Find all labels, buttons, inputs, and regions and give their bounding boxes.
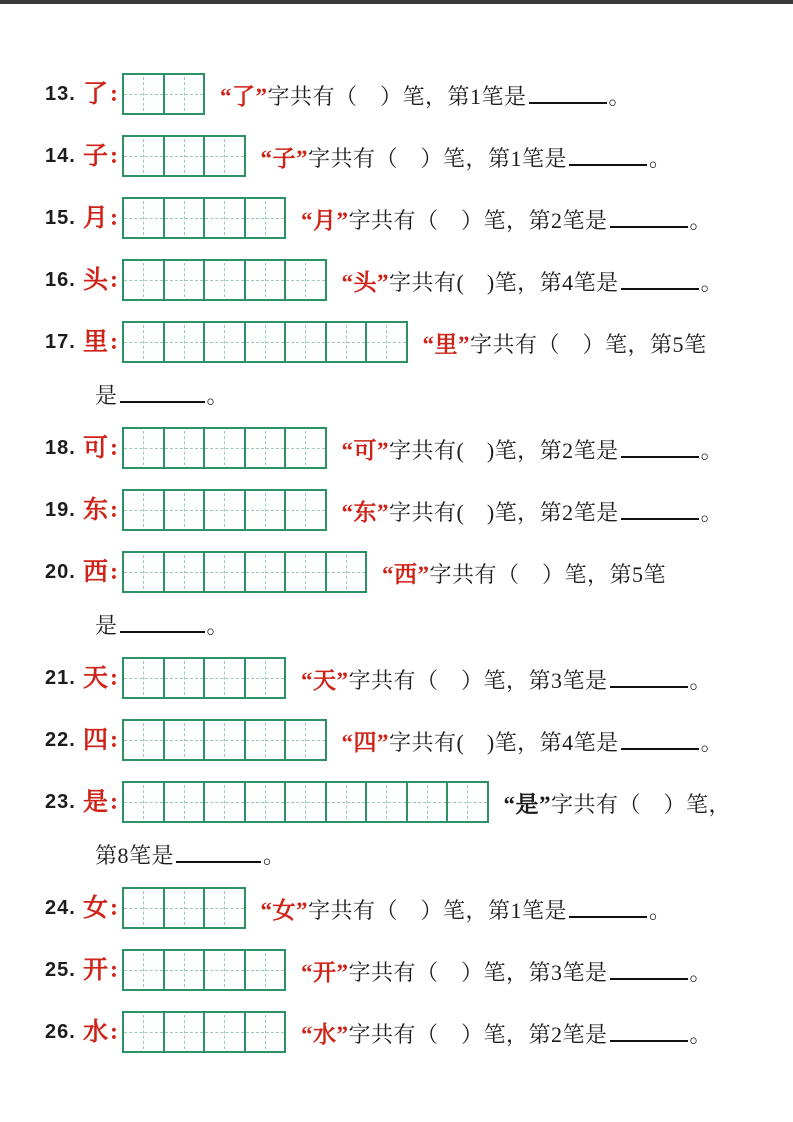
row-colon: :: [110, 895, 119, 921]
answer-blank[interactable]: [621, 726, 699, 750]
answer-blank[interactable]: [621, 496, 699, 520]
question-text: 字共有（ ）笔，第3笔是: [348, 959, 608, 985]
tianzige-cell[interactable]: [165, 659, 206, 697]
row-character: 东: [83, 496, 109, 524]
question-text: 字共有（ ）笔，第5笔: [429, 561, 667, 587]
exercise-line-1: [45, 657, 779, 699]
tianzige-cell[interactable]: [124, 553, 165, 591]
tianzige-cell[interactable]: [165, 491, 206, 529]
stroke-grid: [122, 719, 327, 761]
question-text: 字共有（ ）笔，: [551, 791, 732, 817]
exercise-line-1: [45, 259, 779, 301]
tianzige-cell[interactable]: [205, 429, 246, 467]
period: 。: [700, 437, 724, 463]
question-sentence: [301, 202, 712, 235]
quoted-character: “是”: [503, 791, 552, 817]
row-number: 23.: [45, 790, 76, 813]
tianzige-cell[interactable]: [124, 889, 165, 927]
tianzige-cell[interactable]: [165, 261, 206, 299]
question-text-continued: 是: [95, 383, 118, 408]
question-text: 字共有（ ）笔，第2笔是: [348, 207, 608, 233]
quoted-character: “可”: [341, 437, 390, 463]
question-sentence: [504, 786, 732, 819]
row-character: 头: [83, 266, 109, 294]
question-sentence: [301, 1016, 712, 1049]
period: 。: [700, 729, 724, 755]
tianzige-cell[interactable]: [124, 491, 165, 529]
answer-blank[interactable]: [610, 204, 688, 228]
row-character: 水: [83, 1018, 109, 1046]
stroke-grid: [122, 1011, 286, 1053]
period: 。: [689, 1021, 713, 1047]
tianzige-cell[interactable]: [286, 491, 325, 529]
stroke-grid: [122, 489, 327, 531]
row-number: 19.: [45, 498, 76, 521]
answer-blank[interactable]: [621, 266, 699, 290]
exercise-line-1: [45, 197, 779, 239]
tianzige-cell[interactable]: [246, 261, 287, 299]
tianzige-cell[interactable]: [124, 75, 165, 113]
period: 。: [649, 897, 672, 923]
row-character: 月: [83, 204, 109, 232]
stroke-grid: [122, 949, 286, 991]
stroke-grid: [122, 73, 205, 115]
answer-blank[interactable]: [120, 609, 205, 633]
tianzige-cell[interactable]: [205, 261, 246, 299]
question-text: 字共有（ ）笔，第1笔是: [267, 83, 527, 109]
row-number: 18.: [45, 436, 76, 459]
tianzige-cell[interactable]: [246, 491, 287, 529]
stroke-grid: [122, 259, 327, 301]
answer-blank[interactable]: [610, 664, 688, 688]
tianzige-cell[interactable]: [246, 721, 287, 759]
exercise-row-20: [45, 551, 779, 637]
tianzige-cell[interactable]: [205, 889, 244, 927]
row-number: 14.: [45, 144, 76, 167]
row-colon: :: [110, 559, 119, 585]
tianzige-cell[interactable]: [165, 889, 206, 927]
row-colon: :: [110, 81, 119, 107]
row-number: 21.: [45, 666, 76, 689]
row-character: 西: [83, 558, 109, 586]
row-character: 可: [83, 434, 109, 462]
row-number: 13.: [45, 82, 76, 105]
exercise-line-1: [45, 719, 779, 761]
tianzige-cell[interactable]: [246, 951, 285, 989]
period: 。: [689, 207, 713, 233]
quoted-character: “东”: [341, 499, 390, 525]
question-sentence: [301, 954, 712, 987]
tianzige-cell[interactable]: [205, 783, 246, 821]
exercise-row-16: [45, 259, 779, 301]
row-number: 22.: [45, 728, 76, 751]
period: 。: [649, 145, 672, 171]
answer-blank[interactable]: [529, 80, 607, 104]
tianzige-cell[interactable]: [205, 1013, 246, 1051]
row-character: 四: [83, 726, 109, 754]
exercise-row-17: [45, 321, 779, 407]
tianzige-cell[interactable]: [165, 951, 206, 989]
quoted-character: “天”: [301, 667, 349, 693]
exercise-line-1: [45, 551, 779, 593]
tianzige-cell[interactable]: [124, 323, 165, 361]
exercise-line-1: [45, 427, 779, 469]
row-character: 开: [83, 956, 109, 984]
question-text-continued: 第8笔是: [95, 843, 175, 868]
row-number: 20.: [45, 560, 76, 583]
stroke-grid: [122, 657, 286, 699]
exercise-line-1: [45, 887, 779, 929]
answer-blank[interactable]: [610, 1018, 688, 1042]
tianzige-cell[interactable]: [165, 553, 206, 591]
question-sentence: [261, 140, 672, 173]
tianzige-cell[interactable]: [327, 323, 368, 361]
answer-blank[interactable]: [120, 379, 205, 403]
tianzige-cell[interactable]: [165, 137, 206, 175]
question-text: 字共有（ ）笔，第5笔: [470, 331, 707, 357]
answer-blank[interactable]: [569, 894, 647, 918]
tianzige-cell[interactable]: [124, 1013, 165, 1051]
tianzige-cell[interactable]: [246, 659, 285, 697]
period: 。: [689, 959, 713, 985]
tianzige-cell[interactable]: [286, 323, 327, 361]
quoted-character: “开”: [301, 959, 349, 985]
tianzige-cell[interactable]: [408, 783, 449, 821]
row-character: 是: [83, 788, 109, 816]
exercise-line-2: [45, 609, 779, 637]
question-sentence: [342, 264, 724, 297]
row-character: 天: [83, 664, 109, 692]
row-number: 26.: [45, 1020, 76, 1043]
row-colon: :: [110, 727, 119, 753]
period: 。: [608, 83, 632, 109]
row-number: 24.: [45, 896, 76, 919]
quoted-character: “月”: [301, 207, 349, 233]
tianzige-cell[interactable]: [124, 951, 165, 989]
tianzige-cell[interactable]: [205, 659, 246, 697]
tianzige-cell[interactable]: [246, 553, 287, 591]
stroke-grid: [122, 887, 246, 929]
exercise-line-1: [45, 73, 779, 115]
question-text: 字共有( )笔，第2笔是: [389, 437, 619, 463]
period: 。: [689, 667, 713, 693]
tianzige-cell[interactable]: [286, 783, 327, 821]
period: 。: [700, 499, 724, 525]
row-colon: :: [110, 435, 119, 461]
question-text: 字共有（ ）笔，第1笔是: [308, 145, 568, 171]
tianzige-cell[interactable]: [205, 491, 246, 529]
tianzige-cell[interactable]: [246, 783, 287, 821]
exercise-line-1: [45, 135, 779, 177]
tianzige-cell[interactable]: [124, 429, 165, 467]
row-number: 25.: [45, 958, 76, 981]
quoted-character: “女”: [260, 897, 309, 923]
stroke-grid: [122, 197, 286, 239]
question-text: 字共有( )笔，第4笔是: [389, 729, 619, 755]
quoted-character: “西”: [382, 561, 430, 587]
exercise-line-2: [45, 839, 779, 867]
row-colon: :: [110, 789, 119, 815]
tianzige-cell[interactable]: [124, 261, 165, 299]
tianzige-cell[interactable]: [286, 553, 327, 591]
tianzige-cell[interactable]: [246, 323, 287, 361]
period: 。: [263, 843, 286, 868]
row-colon: :: [110, 267, 119, 293]
tianzige-cell[interactable]: [367, 323, 406, 361]
question-text: 字共有（ ）笔，第1笔是: [308, 897, 568, 923]
question-sentence: [301, 662, 712, 695]
tianzige-cell[interactable]: [205, 137, 244, 175]
exercise-line-1: [45, 489, 779, 531]
tianzige-cell[interactable]: [165, 1013, 206, 1051]
row-colon: :: [110, 665, 119, 691]
tianzige-cell[interactable]: [124, 137, 165, 175]
stroke-grid: [122, 135, 246, 177]
exercise-row-23: [45, 781, 779, 867]
row-colon: :: [110, 143, 119, 169]
row-character: 子: [83, 142, 109, 170]
exercise-row-21: [45, 657, 779, 699]
period: 。: [206, 613, 230, 638]
tianzige-cell[interactable]: [124, 659, 165, 697]
exercise-row-15: [45, 197, 779, 239]
tianzige-cell[interactable]: [205, 951, 246, 989]
tianzige-cell[interactable]: [286, 261, 325, 299]
stroke-grid: [122, 551, 367, 593]
tianzige-cell[interactable]: [165, 783, 206, 821]
question-text: 字共有( )笔，第4笔是: [389, 269, 619, 295]
tianzige-cell[interactable]: [286, 429, 325, 467]
tianzige-cell[interactable]: [205, 199, 246, 237]
tianzige-cell[interactable]: [327, 783, 368, 821]
tianzige-cell[interactable]: [246, 429, 287, 467]
tianzige-cell[interactable]: [205, 323, 246, 361]
question-sentence: [342, 724, 724, 757]
exercise-line-1: [45, 1011, 779, 1053]
question-text: 字共有（ ）笔，第2笔是: [348, 1021, 608, 1047]
tianzige-cell[interactable]: [124, 783, 165, 821]
exercise-line-2: [45, 379, 779, 407]
tianzige-cell[interactable]: [165, 323, 206, 361]
tianzige-cell[interactable]: [327, 553, 366, 591]
question-text: 字共有（ ）笔，第3笔是: [348, 667, 608, 693]
tianzige-cell[interactable]: [286, 721, 325, 759]
question-sentence: [342, 432, 724, 465]
tianzige-cell[interactable]: [367, 783, 408, 821]
question-sentence: [342, 494, 724, 527]
question-sentence: [382, 556, 666, 589]
row-colon: :: [110, 1019, 119, 1045]
tianzige-cell[interactable]: [165, 429, 206, 467]
question-sentence: [261, 892, 672, 925]
quoted-character: “子”: [260, 145, 309, 171]
exercise-row-19: [45, 489, 779, 531]
row-number: 16.: [45, 268, 76, 291]
tianzige-cell[interactable]: [246, 1013, 285, 1051]
tianzige-cell[interactable]: [205, 721, 246, 759]
tianzige-cell[interactable]: [246, 199, 285, 237]
quoted-character: “了”: [220, 83, 268, 109]
quoted-character: “四”: [341, 729, 390, 755]
exercise-row-18: [45, 427, 779, 469]
row-number: 17.: [45, 330, 76, 353]
row-character: 了: [83, 80, 109, 108]
question-sentence: [220, 78, 631, 111]
answer-blank[interactable]: [176, 839, 261, 863]
exercise-row-13: [45, 73, 779, 115]
tianzige-cell[interactable]: [124, 199, 165, 237]
tianzige-cell[interactable]: [205, 553, 246, 591]
quoted-character: “里”: [422, 331, 471, 357]
exercise-row-14: [45, 135, 779, 177]
exercise-list: [0, 4, 793, 1053]
period: 。: [700, 269, 724, 295]
tianzige-cell[interactable]: [124, 721, 165, 759]
answer-blank[interactable]: [621, 434, 699, 458]
question-sentence: [423, 326, 707, 359]
tianzige-cell[interactable]: [165, 75, 204, 113]
exercise-row-24: [45, 887, 779, 929]
tianzige-cell[interactable]: [448, 783, 487, 821]
answer-blank[interactable]: [610, 956, 688, 980]
question-text-continued: 是: [95, 613, 118, 638]
row-colon: :: [110, 329, 119, 355]
tianzige-cell[interactable]: [165, 199, 206, 237]
row-number: 15.: [45, 206, 76, 229]
row-colon: :: [110, 957, 119, 983]
exercise-row-22: [45, 719, 779, 761]
exercise-line-1: [45, 781, 779, 823]
row-character: 里: [83, 328, 109, 356]
row-colon: :: [110, 497, 119, 523]
stroke-grid: [122, 321, 408, 363]
quoted-character: “水”: [301, 1021, 349, 1047]
stroke-grid: [122, 427, 327, 469]
question-text: 字共有( )笔，第2笔是: [389, 499, 619, 525]
stroke-grid: [122, 781, 489, 823]
exercise-line-1: [45, 949, 779, 991]
exercise-row-25: [45, 949, 779, 991]
period: 。: [206, 383, 230, 408]
exercise-line-1: [45, 321, 779, 363]
exercise-row-26: [45, 1011, 779, 1053]
tianzige-cell[interactable]: [165, 721, 206, 759]
answer-blank[interactable]: [569, 142, 647, 166]
row-character: 女: [83, 894, 109, 922]
quoted-character: “头”: [341, 269, 390, 295]
row-colon: :: [110, 205, 119, 231]
